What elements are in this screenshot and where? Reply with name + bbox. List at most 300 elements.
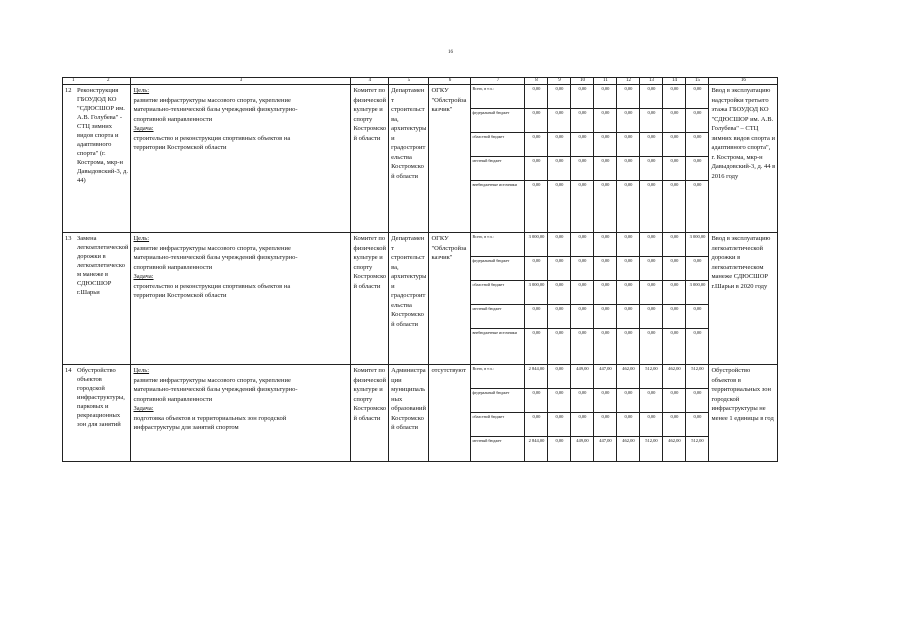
row-number: 12	[65, 87, 72, 94]
customer-line: казчик"	[431, 106, 453, 113]
value-cell: 0,00	[532, 330, 541, 335]
customer-line: казчик"	[431, 254, 453, 261]
source-label: Всего, в т.ч.:	[471, 365, 524, 389]
executor-line: Костромско	[353, 405, 387, 412]
result-line: г.Шарьи в 2020 году	[711, 282, 768, 290]
coexecutor-line: Костромско	[391, 311, 424, 318]
value-cell: 0,00	[617, 281, 639, 305]
goal-cell	[131, 233, 351, 365]
value-cell: 0,00	[663, 257, 685, 281]
goal-line: подготовка объектов и территориальных зон городской	[133, 414, 287, 422]
value-cell: 0,00	[571, 157, 593, 181]
value-cell: 0,00	[670, 330, 679, 335]
value-column	[525, 365, 548, 462]
result-line: Ввод в эксплуатацию	[711, 87, 771, 94]
value-cell: 0,00	[686, 109, 708, 133]
executor-cell	[351, 365, 389, 462]
value-cell: 0,00	[640, 109, 662, 133]
value-column	[617, 365, 640, 462]
executor-line: культуре и	[353, 106, 383, 113]
result-line: Ввод в эксплуатацию	[711, 235, 771, 242]
coexecutor-line: т	[391, 96, 395, 104]
value-cell: 0,00	[686, 389, 708, 413]
coexecutor-cell	[389, 233, 429, 365]
coexecutor-line: й области	[391, 424, 419, 431]
value-cell: 0,00	[640, 389, 662, 413]
source-label: областной бюджет	[471, 413, 524, 437]
coexecutor-line: й области	[391, 172, 419, 180]
executor-line: й области	[353, 282, 381, 290]
coexecutor-cell	[389, 365, 429, 462]
goal-line: инфраструктуры для занятий спортом	[133, 424, 239, 431]
row-name-cell	[63, 233, 131, 365]
value-cell: 0,00	[525, 157, 547, 181]
source-label: областной бюджет	[471, 281, 524, 305]
header-cell: 8	[525, 78, 548, 85]
value-cell: 0,00	[571, 85, 593, 109]
executor-line: спорту	[353, 263, 373, 271]
value-cell: 0,00	[525, 109, 547, 133]
executor-cell	[351, 233, 389, 365]
coexecutor-line: т	[391, 244, 395, 252]
value-cell: 449,00	[576, 438, 589, 443]
source-label: внебюджетные источники	[472, 330, 517, 335]
coexecutor-line: ных	[391, 395, 403, 403]
coexecutor-line: Костромско	[391, 163, 424, 170]
name-line: дорожки в	[77, 253, 106, 260]
value-cell: 3 000,00	[525, 233, 547, 257]
header-cell: 12	[617, 78, 640, 85]
executor-line: Костромско	[353, 125, 387, 132]
value-cell: 0,00	[594, 305, 616, 329]
value-cell: 462,00	[617, 365, 639, 389]
value-column	[594, 365, 617, 462]
value-cell: 0,00	[525, 389, 547, 413]
goal-line: развитие инфраструктуры массового спорта, укрепление	[133, 96, 291, 104]
coexecutor-line: градостроит	[391, 144, 426, 151]
goal-line: спортивной направленности	[133, 395, 213, 403]
header-cell: 7	[471, 78, 525, 85]
name-line: "СДЮСШОР им.	[77, 105, 125, 112]
customer-line: ОГКУ	[431, 235, 449, 242]
value-column	[571, 85, 594, 233]
value-cell: 0,00	[663, 389, 685, 413]
value-cell: 3 000,00	[686, 281, 708, 305]
coexecutor-line: и	[391, 282, 395, 290]
value-column	[686, 365, 709, 462]
coexecutor-line: строительст	[391, 106, 425, 113]
value-cell: 0,00	[555, 182, 564, 187]
executor-line: й области	[353, 134, 381, 142]
source-label: федеральный бюджет	[471, 257, 524, 281]
goal-cell	[131, 365, 351, 462]
header-row	[63, 78, 778, 85]
object-name	[77, 86, 128, 185]
source-label: областной бюджет	[471, 133, 524, 157]
customer-cell	[429, 233, 471, 365]
name-line: легкоатлетическо	[77, 262, 125, 269]
value-cell: 0,00	[617, 157, 639, 181]
value-cell: 462,00	[663, 365, 685, 389]
value-cell: 0,00	[686, 157, 708, 181]
object-name	[77, 234, 128, 297]
value-cell: 0,00	[548, 257, 570, 281]
customer-line: ОГКУ	[431, 87, 449, 94]
value-cell: 0,00	[548, 133, 570, 157]
value-cell: 0,00	[548, 233, 570, 257]
value-cell: 0,00	[594, 257, 616, 281]
goal-line: развитие инфраструктуры массового спорта, укрепление	[133, 376, 291, 384]
value-cell: 0,00	[686, 85, 708, 109]
value-column	[525, 233, 548, 365]
goal-line: Задача:	[133, 125, 154, 132]
value-column	[640, 365, 663, 462]
coexecutor-line: муниципаль	[391, 386, 426, 393]
goal-line: Цель:	[133, 235, 150, 242]
value-cell: 0,00	[617, 413, 639, 437]
value-cell: 0,00	[663, 109, 685, 133]
result-line: г. Кострома, мкр-н	[711, 153, 763, 161]
coexecutor-line: градостроит	[391, 292, 426, 299]
value-cell: 0,00	[617, 85, 639, 109]
value-cell: 447,00	[599, 438, 612, 443]
value-cell: 449,00	[571, 365, 593, 389]
coexecutor-line: и	[391, 134, 395, 142]
header-cell: 16	[709, 78, 778, 85]
value-cell: 0,00	[594, 281, 616, 305]
value-column	[525, 85, 548, 233]
result-line: Голубева" – СТЦ	[711, 125, 759, 132]
goal-line: материально-технической базы учреждений физкультурно-	[133, 106, 298, 113]
row-number: 14	[65, 367, 72, 374]
result-line: Обустройство	[711, 367, 751, 374]
value-cell: 3 000,00	[686, 233, 708, 257]
coexecutor-line: строительст	[391, 254, 425, 261]
value-cell: 0,00	[686, 133, 708, 157]
executor-line: Комитет по	[353, 367, 386, 374]
source-label: Всего, в т.ч.:	[471, 233, 524, 257]
value-cell: 0,00	[594, 85, 616, 109]
sources-cell	[471, 233, 525, 365]
customer-line: отсутствуют	[431, 367, 466, 374]
customer-cell	[429, 365, 471, 462]
value-cell: 0,00	[594, 109, 616, 133]
goal-line: спортивной направленности	[133, 263, 213, 271]
name-line: Обустройство	[77, 367, 116, 374]
value-cell: 0,00	[571, 109, 593, 133]
value-column	[571, 365, 594, 462]
result-cell	[709, 365, 778, 462]
result-line: манеже СДЮСШОР	[711, 273, 769, 280]
value-cell: 0,00	[571, 389, 593, 413]
table-row	[63, 365, 778, 462]
value-cell: 2 844,00	[525, 365, 547, 389]
customer-line: "Облстройза	[431, 244, 467, 252]
executor-line: Комитет по	[353, 235, 386, 242]
value-cell: 0,00	[640, 305, 662, 329]
value-cell: 512,00	[645, 438, 658, 443]
value-cell: 0,00	[617, 305, 639, 329]
value-cell: 0,00	[548, 109, 570, 133]
source-label: местный бюджет	[471, 157, 524, 181]
result-line: зимних видов спорта и	[711, 134, 775, 142]
value-cell: 0,00	[594, 389, 616, 413]
value-column	[594, 233, 617, 365]
value-cell: 0,00	[555, 438, 564, 443]
value-cell: 0,00	[555, 330, 564, 335]
value-cell: 0,00	[601, 330, 610, 335]
value-cell: 2 844,00	[528, 438, 545, 443]
result-line: надстройки третьего	[711, 96, 769, 104]
value-cell: 0,00	[548, 365, 570, 389]
goal-line: территории Костромской области	[133, 144, 227, 151]
value-cell: 0,00	[617, 233, 639, 257]
name-line: зон для занятий	[77, 421, 121, 428]
result-line: территориальных зон	[711, 386, 772, 393]
coexecutor-line: Костромско	[391, 414, 424, 422]
coexecutor-line: ельства	[391, 301, 412, 309]
value-column	[617, 233, 640, 365]
value-cell: 0,00	[578, 182, 587, 187]
executor-line: спорту	[353, 395, 373, 403]
value-cell: 0,00	[548, 85, 570, 109]
value-cell: 0,00	[594, 157, 616, 181]
coexecutor-line: архитектуры	[391, 273, 427, 280]
coexecutor-line: Департамен	[391, 235, 425, 242]
coexecutor-line: й области	[391, 320, 419, 328]
name-line: м манеже в	[77, 271, 109, 278]
result-cell	[709, 85, 778, 233]
value-cell: 0,00	[686, 305, 708, 329]
value-cell: 0,00	[571, 305, 593, 329]
header-num: 1	[72, 78, 75, 83]
header-cell: 3	[131, 78, 351, 85]
name-line: СТЦ зимних	[77, 123, 112, 130]
value-cell: 0,00	[571, 233, 593, 257]
coexecutor-line: ельства	[391, 153, 412, 161]
value-cell: 0,00	[617, 133, 639, 157]
value-cell: 512,00	[640, 365, 662, 389]
value-cell: 0,00	[647, 182, 656, 187]
goal-line: материально-технической базы учреждений физкультурно-	[133, 386, 298, 393]
value-column	[640, 85, 663, 233]
executor-line: культуре и	[353, 254, 383, 261]
coexecutor-cell	[389, 85, 429, 233]
value-cell: 0,00	[571, 133, 593, 157]
header-cell: 14	[663, 78, 686, 85]
value-column	[663, 233, 686, 365]
source-label: внебюджетные источники	[472, 182, 517, 187]
value-column	[686, 233, 709, 365]
value-cell: 0,00	[571, 413, 593, 437]
result-line: 2016 году	[711, 172, 739, 180]
result-line: менее 1 единицы в год	[711, 414, 774, 422]
source-label: местный бюджет	[471, 305, 524, 329]
value-cell: 0,00	[525, 257, 547, 281]
coexecutor-line: Департамен	[391, 87, 425, 94]
name-line: адаптивного	[77, 141, 112, 148]
result-line: инфраструктуры не	[711, 405, 766, 412]
result-line: Давыдовский-3, д. 44 в	[711, 163, 776, 170]
value-cell: 462,00	[668, 438, 681, 443]
result-cell	[709, 233, 778, 365]
name-line: объектов	[77, 376, 102, 383]
table-row	[63, 233, 778, 365]
coexecutor-line: Администра	[391, 367, 426, 374]
executor-line: физической	[353, 244, 386, 252]
value-cell: 0,00	[686, 257, 708, 281]
goal-cell	[131, 85, 351, 233]
value-cell: 0,00	[617, 389, 639, 413]
value-cell: 0,00	[640, 257, 662, 281]
value-cell: 0,00	[640, 413, 662, 437]
result-line: адаптивного спорта",	[711, 144, 771, 151]
value-cell: 512,00	[691, 438, 704, 443]
result-line: этажа ГБОУДОД КО	[711, 106, 769, 113]
value-column	[663, 365, 686, 462]
value-cell: 0,00	[663, 233, 685, 257]
value-cell: 0,00	[594, 413, 616, 437]
header-cell: 13	[640, 78, 663, 85]
source-label: Всего, в т.ч.:	[471, 85, 524, 109]
header-cell: 9	[548, 78, 571, 85]
value-cell: 0,00	[663, 281, 685, 305]
header-cell: 10	[571, 78, 594, 85]
name-line: спорта" (г.	[77, 150, 106, 157]
goal-line: Цель:	[133, 367, 150, 374]
executor-line: физической	[353, 96, 386, 104]
goal-line: Задача:	[133, 405, 154, 412]
goal-line: развитие инфраструктуры массового спорта, укрепление	[133, 244, 291, 252]
result-line: дорожки в	[711, 254, 741, 261]
result-line: объектов в	[711, 376, 741, 384]
value-cell: 447,00	[594, 365, 616, 389]
value-cell: 0,00	[640, 157, 662, 181]
row-number: 13	[65, 235, 72, 242]
value-cell: 462,00	[622, 438, 635, 443]
value-cell: 512,00	[686, 365, 708, 389]
value-cell: 0,00	[578, 330, 587, 335]
customer-cell	[429, 85, 471, 233]
value-column	[617, 85, 640, 233]
value-cell: 0,00	[571, 281, 593, 305]
source-label: федеральный бюджет	[471, 109, 524, 133]
value-cell: 0,00	[640, 233, 662, 257]
value-cell: 0,00	[532, 182, 541, 187]
executor-line: физической	[353, 376, 386, 384]
table-row	[63, 85, 778, 233]
value-cell: 0,00	[663, 157, 685, 181]
header-cell: 6	[429, 78, 471, 85]
page-number: 16	[448, 50, 453, 55]
goal-line: материально-технической базы учреждений физкультурно-	[133, 254, 298, 261]
value-cell: 0,00	[525, 85, 547, 109]
value-cell: 0,00	[640, 281, 662, 305]
result-line: легкоатлетической	[711, 244, 763, 252]
name-line: легкоатлетической	[77, 244, 129, 251]
header-num: 2	[106, 78, 110, 83]
value-cell: 0,00	[548, 389, 570, 413]
result-line: "СДЮСШОР им. А.В.	[711, 115, 774, 123]
name-line: Замена	[77, 235, 97, 242]
name-line: видов спорта и	[77, 132, 119, 139]
executor-line: Комитет по	[353, 87, 386, 94]
header-cell: 5	[389, 78, 429, 85]
goal-line: строительство и реконструкция спортивных объектов на	[133, 282, 291, 290]
coexecutor-line: образований	[391, 405, 426, 412]
name-line: 44)	[77, 177, 86, 184]
sources-cell	[471, 365, 525, 462]
header-cell	[63, 78, 131, 85]
name-line: рекреационных	[77, 412, 121, 419]
executor-line: спорту	[353, 115, 373, 123]
name-line: Кострома, мкр-н	[77, 159, 123, 166]
value-cell: 0,00	[617, 257, 639, 281]
value-cell: 0,00	[571, 257, 593, 281]
object-name	[77, 366, 128, 429]
header-cell: 11	[594, 78, 617, 85]
sources-cell	[471, 85, 525, 233]
value-cell: 0,00	[548, 413, 570, 437]
value-cell: 0,00	[647, 330, 656, 335]
value-column	[548, 85, 571, 233]
goal-line: спортивной направленности	[133, 115, 213, 123]
name-line: Реконструкция	[77, 87, 119, 94]
name-line: г.Шарьи	[77, 289, 100, 296]
coexecutor-line: ции	[391, 376, 402, 384]
value-cell: 0,00	[624, 182, 633, 187]
value-cell: 0,00	[548, 305, 570, 329]
value-cell: 0,00	[525, 413, 547, 437]
executor-line: Костромско	[353, 273, 387, 280]
value-cell: 0,00	[663, 413, 685, 437]
name-line: СДЮСШОР	[77, 280, 112, 287]
name-line: парковых и	[77, 403, 109, 410]
value-column	[548, 365, 571, 462]
value-column	[594, 85, 617, 233]
value-cell: 0,00	[624, 330, 633, 335]
goal-line: Цель:	[133, 87, 150, 94]
header-cell: 4	[351, 78, 389, 85]
customer-line: "Облстройза	[431, 96, 467, 104]
executor-cell	[351, 85, 389, 233]
value-cell: 0,00	[617, 109, 639, 133]
coexecutor-line: архитектуры	[391, 125, 427, 132]
row-name-cell	[63, 365, 131, 462]
value-column	[548, 233, 571, 365]
value-cell: 0,00	[663, 305, 685, 329]
value-cell: 0,00	[525, 305, 547, 329]
value-cell: 0,00	[594, 133, 616, 157]
value-cell: 3 000,00	[525, 281, 547, 305]
value-column	[686, 85, 709, 233]
value-column	[571, 233, 594, 365]
name-line: инфраструктуры,	[77, 394, 125, 401]
header-cell: 15	[686, 78, 709, 85]
value-column	[640, 233, 663, 365]
value-cell: 0,00	[693, 330, 702, 335]
name-line: городской	[77, 385, 105, 392]
program-table	[62, 77, 778, 462]
value-cell: 0,00	[548, 281, 570, 305]
source-label: местный бюджет	[472, 438, 502, 443]
goal-line: Задача:	[133, 273, 154, 280]
value-cell: 0,00	[670, 182, 679, 187]
executor-line: культуре и	[353, 386, 383, 393]
source-label: федеральный бюджет	[471, 389, 524, 413]
row-name-cell	[63, 85, 131, 233]
value-cell: 0,00	[640, 85, 662, 109]
